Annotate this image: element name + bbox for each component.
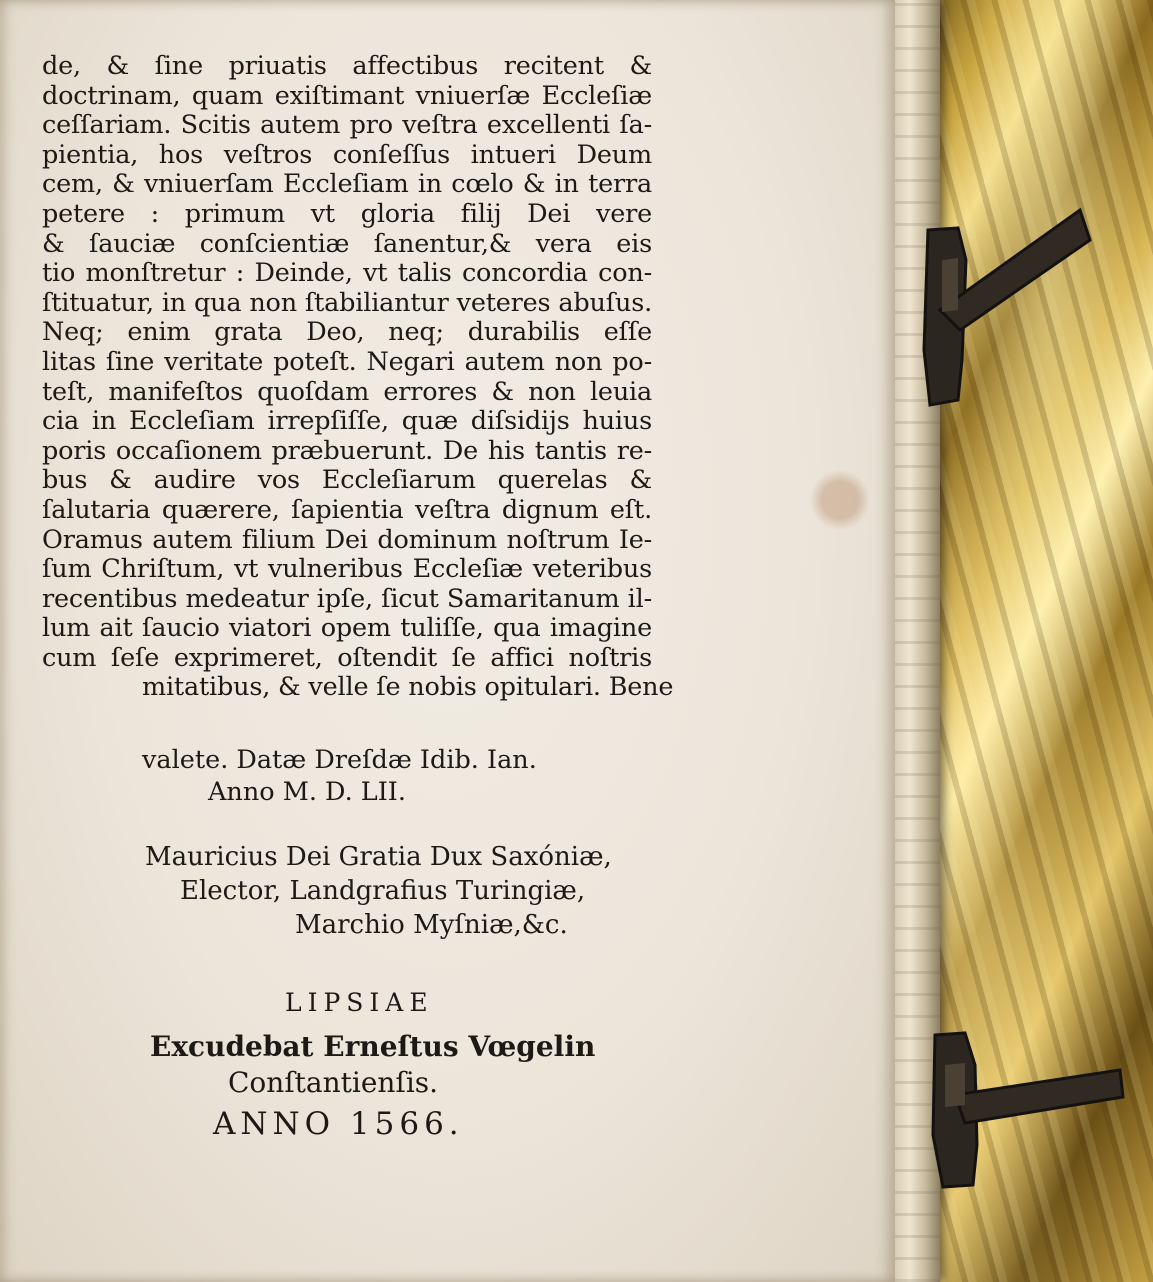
imprint-year: ANNO 1566. [213,1106,464,1142]
text-line: petere : primum vt gloria filij Dei vere [42,199,652,229]
signature-line: Mauricius Dei Gratia Dux Saxóniæ, [145,842,612,872]
text-line: cum ſeſe exprimeret, oſtendit ſe affici noſtris [42,643,652,673]
upper-clasp-icon [900,200,1100,420]
text-line: lum ait ſaucio viatori opem tuliſſe, qua imagine [42,614,652,644]
imprint-city: LIPSIAE [285,988,434,1017]
text-line: recentibus medeatur ipſe, ſicut Samaritanum il- [42,584,652,614]
text-line: litas ſine veritate poteſt. Negari autem non po- [42,347,652,377]
text-line: bus & audire vos Eccleſiarum querelas & [42,466,652,496]
text-line: doctrinam, quam exiſtimant vniuerſæ Eccleſiæ [42,81,652,111]
text-line: teſt, manifeſtos quoſdam errores & non leuia [42,377,652,407]
body-text [42,52,674,703]
text-line: de, & ſine priuatis affectibus recitent & [42,52,652,81]
text-line: tio monſtretur : Deinde, vt talis concordia con- [42,259,652,289]
signature-line: Elector, Landgrafius Turingiæ, [180,876,586,906]
text-line: poris occaſionem præbuerunt. De his tantis re- [42,436,652,466]
closing-date: Anno M. D. LII. [208,777,406,807]
text-line: mitatibus, & velle ſe nobis opitulari. Bene [142,672,674,703]
text-line: cia in Eccleſiam irrepſiſſe, quæ diſsidijs huius [42,407,652,437]
text-line: Oramus autem filium Dei dominum noſtrum Ie- [42,525,652,555]
text-line: Neq; enim grata Deo, neq; durabilis eſſe [42,318,652,348]
text-line: cem, & vniuerſam Eccleſiam in cœlo & in terra [42,170,652,200]
closing-valediction: valete. Datæ Dreſdæ Idib. Ian. [142,745,537,775]
signature-line: Marchio Myſniæ,&c. [295,910,568,940]
text-line: ceſſariam. Scitis autem pro veſtra excellenti ſa- [42,111,652,141]
text-line: ſum Chriſtum, vt vulneribus Eccleſiæ veteribus [42,555,652,585]
lower-clasp-icon [925,1025,1135,1195]
text-line: ſtituatur, in qua non ſtabiliantur veteres abuſus. [42,288,652,318]
imprint-origin: Conſtantienſis. [228,1066,439,1099]
text-line: & ſauciæ conſcientiæ ſanentur,& vera eis [42,229,652,259]
text-line: pientia, hos veſtros conſeſſus intueri Deum [42,140,652,170]
imprint-printer: Excudebat Erneſtus Vœgelin [150,1030,596,1063]
signature-block [145,840,612,942]
text-line: ſalutaria quærere, ſapientia veſtra dignum eſt. [42,495,652,525]
